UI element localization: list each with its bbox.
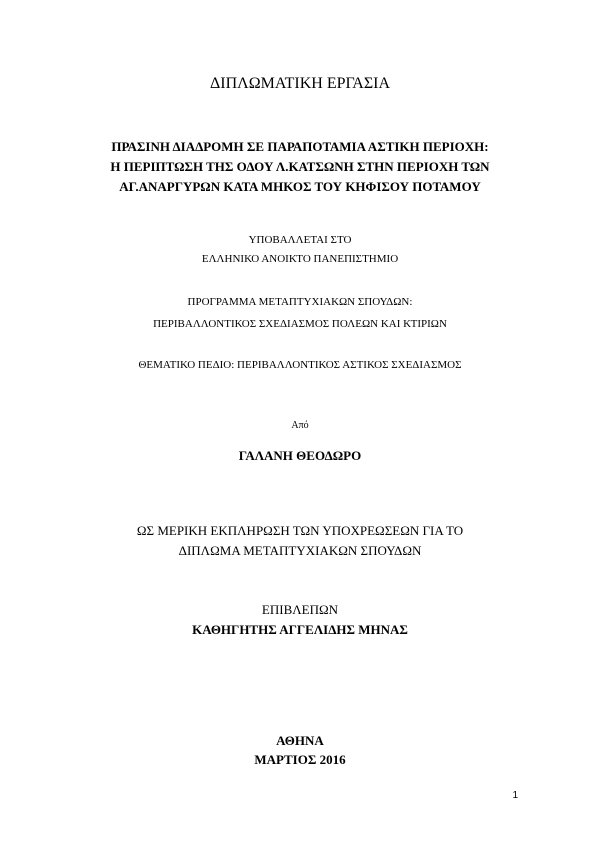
fulfilment-statement-line-1: ΩΣ ΜΕΡΙΚΗ ΕΚΠΛΗΡΩΣΗ ΤΩΝ ΥΠΟΧΡΕΩΣΕΩΝ ΓΙΑ ΤΟ — [136, 523, 464, 538]
fulfilment-statement-line-2: ΔΙΠΛΩΜΑ ΜΕΤΑΠΤΥΧΙΑΚΩΝ ΣΠΟΥΔΩΝ — [178, 543, 422, 558]
city: ΑΘΗΝΑ — [276, 733, 324, 748]
thesis-subtitle-line-1: ΠΡΑΣΙΝΗ ΔΙΑΔΡΟΜΗ ΣΕ ΠΑΡΑΠΟΤΑΜΙΑ ΑΣΤΙΚΗ ΠΕΡΙΟΧΗ: — [111, 139, 489, 154]
submitted-to-label: ΥΠΟΒΑΛΛΕΤΑΙ ΣΤΟ — [248, 234, 352, 246]
thesis-subtitle-line-3: ΑΓ.ΑΝΑΡΓΥΡΩΝ ΚΑΤΑ ΜΗΚΟΣ ΤΟΥ ΚΗΦΙΣΟΥ ΠΟΤΑΜΟΥ — [119, 179, 481, 194]
university-name: ΕΛΛΗΝΙΚΟ ΑΝΟΙΚΤΟ ΠΑΝΕΠΙΣΤΗΜΙΟ — [201, 253, 399, 265]
programme-name: ΠΕΡΙΒΑΛΛΟΝΤΙΚΟΣ ΣΧΕΔΙΑΣΜΟΣ ΠΟΛΕΩΝ ΚΑΙ ΚΤΙΡΙΩΝ — [153, 318, 447, 330]
thesis-type-title: ΔΙΠΛΩΜΑΤΙΚΗ ΕΡΓΑΣΙΑ — [209, 75, 391, 92]
thesis-subtitle-line-2: Η ΠΕΡΙΠΤΩΣΗ ΤΗΣ ΟΔΟΥ Λ.ΚΑΤΣΩΝΗ ΣΤΗΝ ΠΕΡΙΟΧΗ ΤΩΝ — [110, 159, 490, 174]
programme-label: ΠΡΟΓΡΑΜΜΑ ΜΕΤΑΠΤΥΧΙΑΚΩΝ ΣΠΟΥΔΩΝ: — [187, 296, 413, 308]
supervisor-name: ΚΑΘΗΓΗΤΗΣ ΑΓΓΕΛΙΔΗΣ ΜΗΝΑΣ — [192, 622, 408, 637]
by-label: Από — [291, 420, 309, 431]
supervisor-label: ΕΠΙΒΛΕΠΩΝ — [261, 602, 339, 617]
author-name: ΓΑΛΑΝΗ ΘΕΟΔΩΡΟ — [238, 448, 362, 463]
page-number: 1 — [512, 790, 518, 801]
thematic-field: ΘΕΜΑΤΙΚΟ ΠΕΔΙΟ: ΠΕΡΙΒΑΛΛΟΝΤΙΚΟΣ ΑΣΤΙΚΟΣ ΣΧΕΔΙΑΣΜΟΣ — [138, 359, 462, 371]
submission-date: ΜΑΡΤΙΟΣ 2016 — [254, 752, 346, 767]
